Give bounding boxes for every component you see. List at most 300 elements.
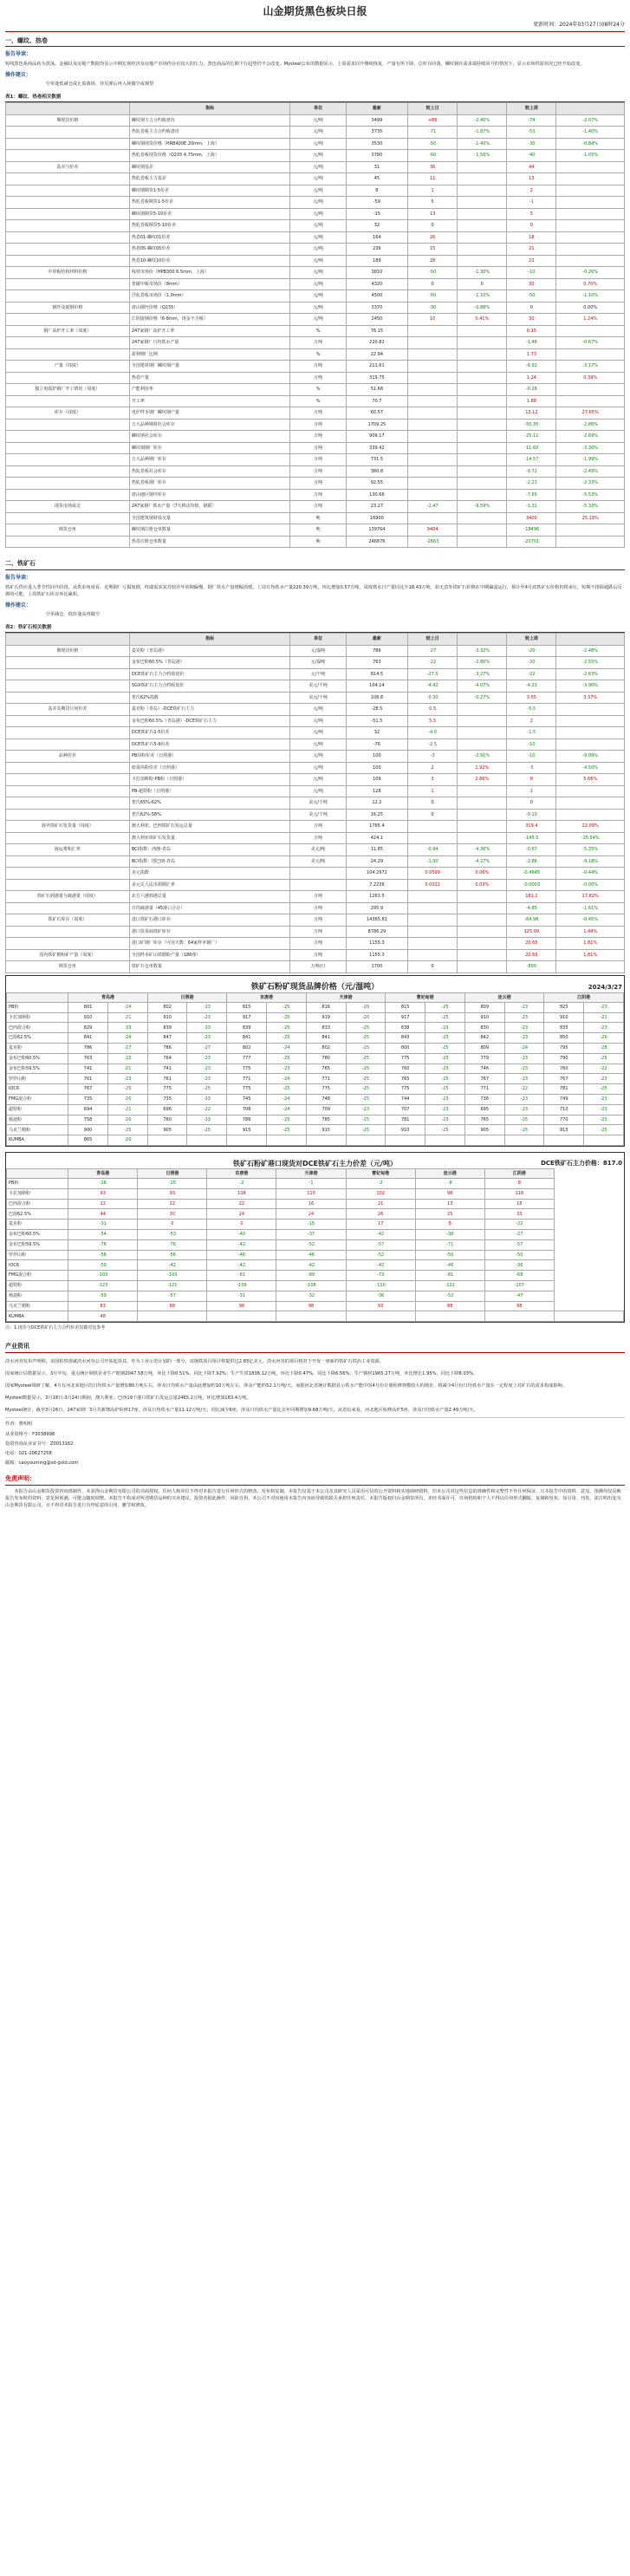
t2-row: [6, 868, 625, 880]
t1-cell: 23.27: [346, 501, 407, 513]
t2-cell: -0.4645: [507, 868, 556, 880]
t1-cell: -1.10%: [556, 290, 625, 302]
t2-cell: [6, 668, 130, 680]
p2-cell: -15: [276, 1220, 346, 1230]
t1-cell: 731.5: [346, 454, 407, 466]
p2-cell: -2: [207, 1178, 276, 1188]
t1-cell: -2.47: [408, 501, 458, 513]
t1-cell: 247家钢厂高炉开工率: [129, 325, 290, 337]
p2-cell: -36: [346, 1291, 415, 1301]
t2-cell: 元/湿吨: [290, 645, 346, 657]
p2-row: [7, 1260, 624, 1271]
t2-row: [6, 727, 625, 739]
t2-row: [6, 902, 625, 914]
t2-cell: [6, 879, 130, 891]
t1-cell: 热轧卷板钢厂库存: [129, 478, 290, 490]
p1-cell: 802: [227, 1044, 267, 1054]
p2-cell: -50: [68, 1260, 138, 1271]
p1-corner: [7, 992, 68, 1002]
p2-cell: -46: [276, 1250, 346, 1260]
t2-cell: [408, 902, 458, 914]
t1-cell: 3499: [346, 114, 407, 127]
t1-cell: 普碳中板市场价（8mm）: [129, 278, 290, 290]
p1-cell: 金布巴粉60.5%: [7, 1053, 68, 1064]
t1-cell: 元/吨: [290, 314, 346, 326]
t1-cell: [408, 395, 458, 407]
news-item: Mysteel统计，截至3月26日，247家钢厂3月共新增高炉检修17座，涉及日均铁水产量11.12万吨/天；同比减少6座，涉及日均铁水产量比去年同期增加9.68万吨/天。从省份来看，河北地区检修高炉5座，涉及日均铁水产量2.49万吨/天。: [5, 1408, 478, 1414]
p2-cell: -46: [207, 1250, 276, 1260]
t1-cell: [556, 244, 625, 256]
t2-cell: -51.5: [346, 715, 407, 727]
p1-cell: 910: [386, 1125, 425, 1135]
t1-cell: 3400: [507, 512, 556, 524]
p1-cell: -25: [346, 1053, 386, 1064]
t1-cell: [6, 290, 130, 302]
t2-cell: 万吨: [290, 832, 346, 844]
p1-cell: 767: [544, 1074, 584, 1084]
p2-port-header: 江阴港: [484, 1168, 554, 1178]
p1-cell: 761: [147, 1074, 187, 1084]
t2-cell: [458, 821, 507, 833]
t1-cell: [556, 173, 625, 185]
t1-cell: 库存（周度）: [6, 407, 130, 420]
p1-cell: 838: [386, 1023, 425, 1033]
t1-row: [6, 150, 625, 162]
p1-row: [7, 1074, 624, 1084]
t1-row: [6, 524, 625, 537]
t1-cell: 万吨: [290, 431, 346, 443]
t2-cell: 1.81%: [556, 949, 625, 961]
t1-cell: [556, 161, 625, 173]
t1-row: [6, 512, 625, 524]
t1-cell: 130.66: [346, 489, 407, 501]
p1-cell: 765: [464, 1115, 504, 1125]
t1-cell: [6, 255, 130, 267]
t1-cell: [408, 431, 458, 443]
p1-cell: 795: [544, 1044, 584, 1054]
p1-cell: 847: [147, 1033, 187, 1044]
price-table-title: 铁矿石粉矿现货品牌价格（元/湿吨）: [250, 982, 380, 992]
t2-cell: 24.29: [346, 855, 407, 868]
t1-cell: [458, 361, 507, 373]
t2-row: [6, 680, 625, 693]
t1-cell: [6, 127, 130, 139]
p1-cell: [187, 1135, 227, 1146]
t1-cell: 热轧卷板社会库存: [129, 465, 290, 478]
p1-cell: PB粉: [7, 1002, 68, 1012]
t1-cell: -1.56%: [458, 150, 507, 162]
t1-header-6: 较上周: [507, 103, 556, 115]
t2-cell: 763: [346, 657, 407, 669]
p2-cell: -123: [68, 1280, 138, 1291]
t1-cell: [458, 173, 507, 185]
p1-cell: -23: [425, 1053, 465, 1064]
t1-cell: [458, 431, 507, 443]
p2-cell: -57: [484, 1239, 554, 1250]
t1-cell: 236: [346, 244, 407, 256]
t1-cell: -2663: [408, 536, 458, 548]
p1-cell: KUMBA: [7, 1135, 68, 1146]
t1-cell: [458, 478, 507, 490]
p1-cell: 802: [147, 1002, 187, 1012]
p2-cell: -31: [207, 1291, 276, 1301]
s2-op-text: 空单减仓、低价逢高再做空: [45, 612, 101, 618]
t1-cell: [458, 244, 507, 256]
p1-cell: 761: [68, 1074, 108, 1084]
p1-cell: -23: [187, 1023, 227, 1033]
t2-cell: 3: [408, 774, 458, 786]
t1-cell: 元/吨: [290, 255, 346, 267]
p1-cell: [267, 1135, 307, 1146]
t2-cell: 基差及期货月间价差: [6, 704, 130, 716]
t2-cell: 108.8: [346, 692, 407, 704]
t1-cell: %: [290, 348, 346, 361]
t2-cell: PB-超特粉（日照港）: [129, 785, 290, 797]
t1-row: [6, 255, 625, 267]
t1-cell: [556, 231, 625, 244]
p1-cell: [306, 1135, 346, 1146]
t2-cell: -0.00%: [556, 879, 625, 891]
t1-cell: 139764: [346, 524, 407, 537]
t2-cell: -0.67: [507, 844, 556, 856]
p1-cell: FMG混合粉: [7, 1094, 68, 1104]
p2-cell: -56: [68, 1250, 138, 1260]
update-time: 更新时间：2024年03月27日08时24分: [5, 22, 625, 32]
t1-cell: [458, 395, 507, 407]
p1-cell: -23: [425, 1115, 465, 1125]
p1-row: [7, 1115, 624, 1125]
t1-row: [6, 244, 625, 256]
p1-cell: IOC6: [7, 1084, 68, 1095]
t1-cell: 8: [346, 185, 407, 197]
t2-cell: 万吨: [290, 949, 346, 961]
t1-cell: -2.69%: [556, 431, 625, 443]
t2-cell: 元/吨: [290, 704, 346, 716]
t1-cell: 元/吨: [290, 185, 346, 197]
t1-cell: [458, 348, 507, 361]
t2-cell: 786: [346, 645, 407, 657]
t1-cell: 螺纹钢社会库存: [129, 431, 290, 443]
p1-cell: 917: [227, 1012, 267, 1023]
t1-cell: -0.84%: [556, 138, 625, 150]
p2-cell: -110: [346, 1280, 415, 1291]
t1-cell: -60: [408, 150, 458, 162]
t2-cell: 12.2: [346, 797, 407, 810]
p1-cell: 919: [306, 1012, 346, 1023]
t2-cell: 22.09%: [556, 821, 625, 833]
t2-cell: -27.5: [408, 668, 458, 680]
s1-op-text: 空单逢低减仓或止盈离场，待反弹后再入场做空或观望: [45, 81, 154, 88]
p1-cell: -20: [346, 1002, 386, 1012]
p1-cell: -23: [504, 1012, 544, 1023]
p1-cell: -25: [267, 1002, 307, 1012]
p1-cell: 765: [306, 1064, 346, 1074]
t2-header-6: 较上周: [507, 634, 556, 646]
t1-cell: [556, 384, 625, 396]
t1-cell: -9.72: [507, 465, 556, 478]
p1-cell: 763: [68, 1053, 108, 1064]
t2-cell: 1: [408, 785, 458, 797]
t1-cell: -50: [507, 290, 556, 302]
p1-cell: -23: [584, 1023, 624, 1033]
t1-cell: %: [290, 384, 346, 396]
p2-cell: [346, 1311, 415, 1322]
p1-cell: -23: [584, 1094, 624, 1104]
p1-cell: 709: [306, 1104, 346, 1115]
p1-cell: 金布巴粉59.5%: [7, 1064, 68, 1074]
t2-row: [6, 657, 625, 669]
p2-cell: 巴西混合粉: [7, 1199, 68, 1209]
t1-cell: [556, 325, 625, 337]
t1-header-4: 较上日: [408, 103, 458, 115]
p1-cell: -23: [187, 1002, 227, 1012]
p1-cell: 746: [464, 1064, 504, 1074]
t1-cell: 28: [408, 255, 458, 267]
t2-cell: [556, 961, 625, 973]
t2-row: [6, 668, 625, 680]
p1-cell: 乌克兰精粉: [7, 1125, 68, 1135]
t2-cell: -1.5: [507, 727, 556, 739]
p2-row: [7, 1229, 624, 1239]
t2-row: [6, 645, 625, 657]
t1-cell: -0.67%: [556, 337, 625, 349]
t2-cell: [458, 891, 507, 903]
t2-cell: -4.23: [507, 680, 556, 693]
t1-cell: 线材市场价（HPB300 6.5mm，上海）: [129, 267, 290, 279]
t1-cell: 1.88: [507, 395, 556, 407]
t2-cell: 万吨: [290, 902, 346, 914]
p1-cell: 760: [386, 1064, 425, 1074]
p1-cell: 835: [544, 1023, 584, 1033]
t1-cell: -3.30%: [556, 442, 625, 454]
t2-cell: 3.55: [507, 692, 556, 704]
t2-cell: 0.0599: [408, 868, 458, 880]
p1-cell: 829: [68, 1023, 108, 1033]
t1-cell: [458, 384, 507, 396]
p1-cell: -23: [504, 1023, 544, 1033]
t2-cell: -4.36%: [458, 844, 507, 856]
t2-cell: 0.0022: [408, 879, 458, 891]
p1-cell: -21: [584, 1012, 624, 1023]
t2-cell: [458, 738, 507, 751]
t2-cell: -800: [507, 961, 556, 973]
t2-cell: -25.54%: [556, 832, 625, 844]
p2-cell: [207, 1311, 276, 1322]
p1-cell: -25: [346, 1044, 386, 1054]
t2-cell: 1155.3: [346, 938, 407, 950]
t2-cell: 元/吨: [290, 751, 346, 763]
t1-cell: [6, 150, 130, 162]
t1-cell: 2: [507, 185, 556, 197]
t1-cell: -5.33%: [556, 501, 625, 513]
t1-cell: [408, 348, 458, 361]
p1-cell: [227, 1135, 267, 1146]
t1-cell: 30: [507, 314, 556, 326]
t1-cell: -1.30%: [458, 267, 507, 279]
t2-cell: 5.66%: [556, 774, 625, 786]
p1-cell: -25: [267, 1084, 307, 1095]
t2-row: [6, 949, 625, 961]
p1-cell: [584, 1135, 624, 1146]
t1-cell: [408, 465, 458, 478]
p2-row: [7, 1280, 624, 1291]
t2-cell: 元/吨: [290, 715, 346, 727]
p2-cell: [484, 1311, 554, 1322]
t2-cell: 进口矿钢厂库存（可用天数：64家样本钢厂）: [129, 938, 290, 950]
t2-cell: 纽曼块粉价差（日照港）: [129, 762, 290, 774]
t1-cell: 全国建材钢厂螺纹钢产量: [129, 361, 290, 373]
t1-cell: [408, 372, 458, 384]
t2-row: [6, 832, 625, 844]
t2-cell: [408, 949, 458, 961]
t2-cell: 14365.81: [346, 914, 407, 927]
t1-cell: [458, 465, 507, 478]
t1-cell: -20701: [507, 536, 556, 548]
t1-cell: -50: [408, 138, 458, 150]
t1-cell: 螺纹钢主力合约收盘价: [129, 114, 290, 127]
t1-cell: [408, 407, 458, 420]
p2-row: [7, 1199, 624, 1209]
t1-cell: -2.33%: [556, 478, 625, 490]
dce-price-value: 817.0: [602, 1159, 622, 1167]
t2-cell: 128: [346, 785, 407, 797]
p1-cell: 786: [227, 1115, 267, 1125]
t2-cell: BCI指数：图巴朗-青岛: [129, 855, 290, 868]
t1-cell: 元/吨: [290, 208, 346, 220]
p1-cell: -25: [346, 1115, 386, 1125]
t2-cell: 1.81%: [556, 938, 625, 950]
p1-cell: -27: [187, 1044, 227, 1054]
t2-cell: SGX铁矿石主力合约收盘价: [129, 680, 290, 693]
t1-cell: 319.75: [346, 372, 407, 384]
t2-cell: [458, 704, 507, 716]
t2-cell: 元/吨: [290, 774, 346, 786]
t1-cell: 22: [507, 255, 556, 267]
p2-row: [7, 1250, 624, 1260]
t2-cell: [6, 715, 130, 727]
t1-cell: -2.07%: [556, 114, 625, 127]
t2-cell: 295.9: [346, 902, 407, 914]
t1-cell: -11.60: [507, 442, 556, 454]
t2-cell: 期现货价格: [6, 645, 130, 657]
t1-cell: [6, 512, 130, 524]
t1-header-3: 最新: [346, 103, 407, 115]
t1-cell: -10: [507, 267, 556, 279]
t1-cell: 380.8: [346, 465, 407, 478]
t2-cell: [556, 727, 625, 739]
t1-cell: 万吨: [290, 337, 346, 349]
t1-cell: [6, 173, 130, 185]
p1-row: [7, 1104, 624, 1115]
t1-cell: [6, 442, 130, 454]
p2-cell: -27: [484, 1229, 554, 1239]
p1-cell: -23: [267, 1064, 307, 1074]
p2-port-header: 曹妃甸港: [346, 1168, 415, 1178]
t1-cell: 60.57: [346, 407, 407, 420]
p1-cell: 865: [68, 1135, 108, 1146]
p1-cell: -23: [504, 1104, 544, 1115]
p1-cell: 696: [147, 1104, 187, 1115]
p2-cell: PB粉: [7, 1178, 68, 1188]
p2-cell: 18: [484, 1199, 554, 1209]
t1-cell: 26: [408, 231, 458, 244]
t1-cell: [6, 138, 130, 150]
t2-cell: -20: [507, 645, 556, 657]
t1-cell: -0.88%: [458, 302, 507, 314]
t1-cell: 3530: [346, 138, 407, 150]
t2-header-2: 单位: [290, 634, 346, 646]
t1-cell: [556, 255, 625, 267]
p2-port-header: 连云港: [415, 1168, 484, 1178]
p2-cell: -71: [415, 1239, 484, 1250]
t1-row: [6, 419, 625, 431]
t1-cell: 万吨: [290, 407, 346, 420]
t2-cell: -2.5: [408, 738, 458, 751]
t2-row: [6, 785, 625, 797]
t1-cell: 唐山地区钢坯库存: [129, 489, 290, 501]
p2-cell: 44: [68, 1209, 138, 1220]
p1-cell: -23: [584, 1002, 624, 1012]
t1-cell: 5: [408, 197, 458, 209]
p1-cell: -22: [584, 1064, 624, 1074]
p1-cell: -23: [504, 1033, 544, 1044]
t1-row: [6, 442, 625, 454]
t2-cell: 铁矿石到港量与疏港量（周度）: [6, 891, 130, 903]
t1-cell: -71: [408, 127, 458, 139]
t2-header-3: 最新: [346, 634, 407, 646]
t2-cell: [458, 715, 507, 727]
t2-cell: -2.91%: [458, 751, 507, 763]
t2-cell: 澳大利亚铁矿石发货量: [129, 832, 290, 844]
p1-cell: [504, 1135, 544, 1146]
t2-cell: 814.5: [346, 668, 407, 680]
p2-cell: -42: [346, 1260, 415, 1271]
t2-cell: 元/吨: [290, 738, 346, 751]
section2-heading: 二、铁矿石: [5, 560, 36, 568]
p1-row: [7, 1044, 624, 1054]
t1-cell: [458, 161, 507, 173]
t1-row: [6, 384, 625, 396]
t2-cell: 港口贸易商铁矿库存: [129, 926, 290, 938]
t1-cell: [6, 478, 130, 490]
t2-cell: 0: [507, 797, 556, 810]
t2-cell: 424.1: [346, 832, 407, 844]
s2-op-label: 操作建议：: [5, 602, 32, 608]
t2-cell: -4.42: [408, 680, 458, 693]
t2-cell: 20.65: [507, 938, 556, 950]
p2-cell: 88: [138, 1301, 207, 1311]
t1-cell: -18496: [507, 524, 556, 537]
t1-cell: 吨: [290, 536, 346, 548]
t2-header-5: [458, 634, 507, 646]
t1-cell: -30: [408, 302, 458, 314]
p1-cell: -25: [107, 1084, 147, 1095]
t2-row: [6, 961, 625, 973]
p1-cell: -24: [107, 1002, 147, 1012]
p2-cell: -76: [138, 1239, 207, 1250]
p2-cell: -54: [68, 1229, 138, 1239]
t2-cell: -3: [408, 751, 458, 763]
t1-cell: -50: [408, 290, 458, 302]
p2-cell: -59: [68, 1291, 138, 1301]
p1-cell: -24: [267, 1104, 307, 1115]
p2-cell: -76: [68, 1239, 138, 1250]
t1-cell: 螺纹钢钢厂库存: [129, 442, 290, 454]
p1-cell: 841: [227, 1033, 267, 1044]
t2-cell: [408, 891, 458, 903]
t1-cell: -0.26%: [556, 267, 625, 279]
t2-cell: 1.92%: [458, 762, 507, 774]
